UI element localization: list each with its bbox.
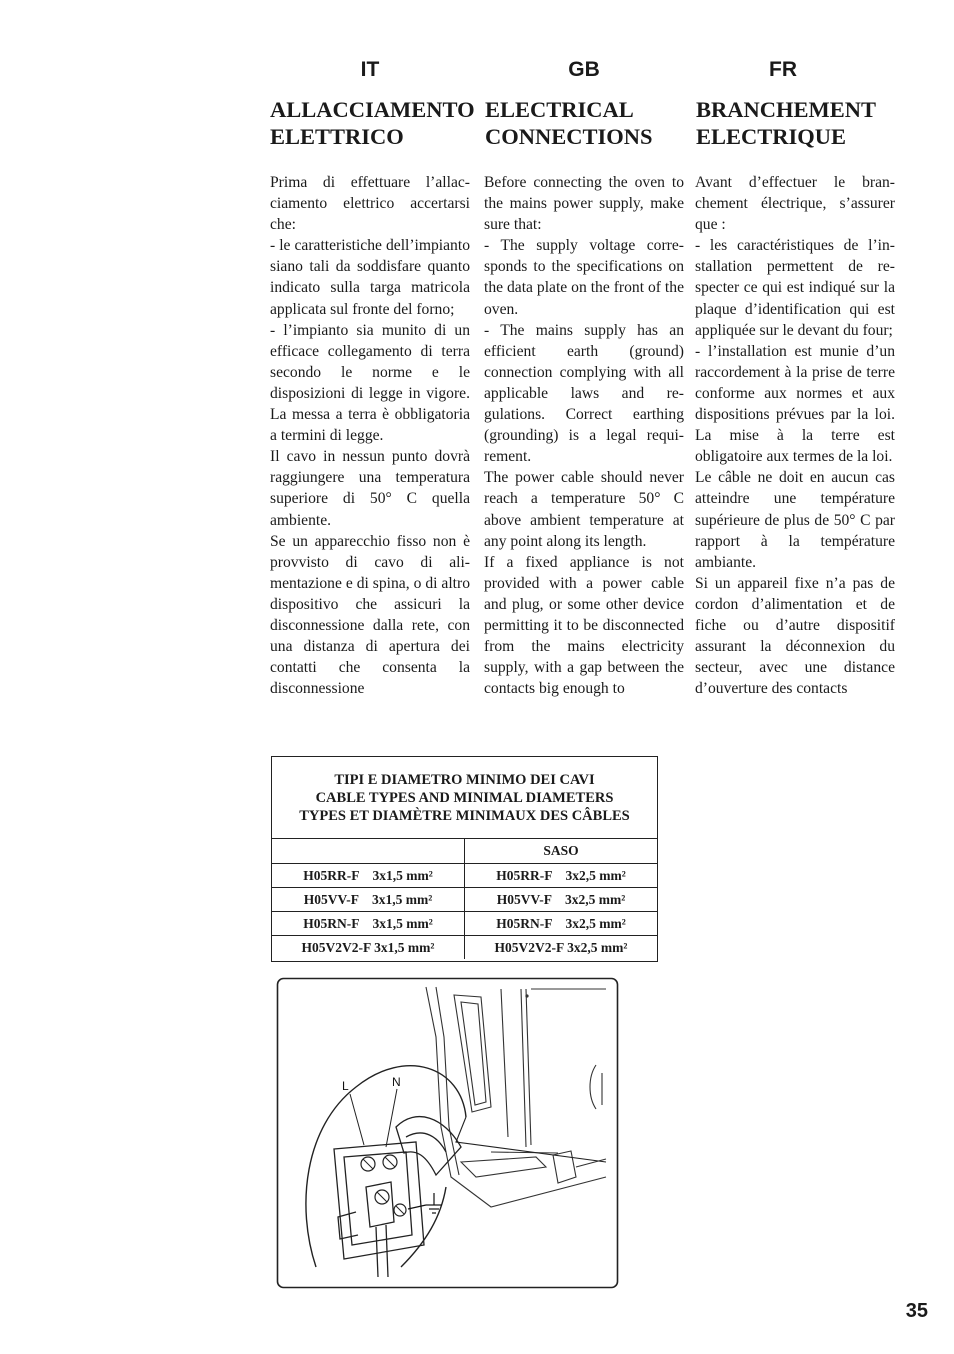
body-column-it (270, 172, 470, 748)
table-cell: H05VV-F 3x2,5 mm² (465, 888, 658, 912)
paragraph: - The supply voltage corresponds to the specifications on the data plate on the front of the oven. (484, 237, 684, 318)
column-header (272, 839, 465, 864)
cable-title-it: TIPI E DIAMETRO MINIMO DEI CAVI (334, 772, 595, 788)
table-row (272, 864, 657, 888)
label-neutral-n: N (392, 1075, 401, 1089)
terminal-block-illustration (276, 977, 619, 1289)
page-number: 35 (905, 1300, 928, 1322)
paragraph: If a fixed appliance is not provided with a power cable and plug, or some other device permitting it to be disconnected from the mains electricity supply, with a gap between the contacts big enough to (484, 553, 684, 698)
table-cell: H05RN-F 3x2,5 mm² (465, 912, 658, 936)
body-column-gb (484, 172, 684, 748)
paragraph: The power cable should never reach a temperature 50° C above ambient temperature at any point along its length. (484, 469, 684, 550)
paragraph: - The mains supply has an efficient earth (ground) connection complying with all applicable laws and regulations. Correct earthing (grounding) is a legal requirement. (484, 321, 684, 466)
paragraph: Avant d’effectuer le branchement électrique, s’assurer que : (695, 174, 895, 234)
paragraph: Il cavo in nessun punto dovrà raggiungere una temperatura superiore di 50° C quella ambiente. (270, 448, 470, 529)
heading-gb (485, 96, 653, 150)
cable-title-gb: CABLE TYPES AND MINIMAL DIAMETERS (315, 790, 614, 806)
paragraph: Se un apparecchio fisso non è provvisto di cavo di alimentazione e di spina, o di altro dispositivo che assicuri la disconnessione dalla rete, con una distanza di apertura dei contatti che consenta la disconnessione (270, 532, 470, 698)
paragraph: Le câble ne doit en aucun cas atteindre une température supérieure de plus de 50° C par rapport à la température ambiante. (695, 469, 895, 571)
heading-it-line2: ELETTRICO (270, 124, 404, 149)
body-column-fr (695, 172, 895, 748)
heading-fr-line1: BRANCHEMENT (696, 97, 877, 122)
table-row (272, 936, 657, 960)
table-cell: H05RR-F 3x1,5 mm² (272, 864, 465, 888)
heading-it (270, 96, 475, 150)
paragraph: - l’installation est munie d’un raccordement à la prise de terre conforme aux normes et aux dispositions prévues par la loi. La mise à la terre est obligatoire aux termes de la loi. (695, 342, 895, 466)
cable-types-table (271, 756, 658, 962)
table-cell: H05VV-F 3x1,5 mm² (272, 888, 465, 912)
paragraph: - les caractéristiques de l’installation permettent de respecter ce qui est indiqué sur la plaque d’identification qui est appliquée sur le devant du four; (695, 237, 895, 339)
heading-it-line1: ALLACCIAMENTO (270, 97, 475, 122)
paragraph: Prima di effettuare l’allacciamento elettrico accertarsi che: (270, 174, 470, 234)
heading-fr-line2: ELECTRIQUE (696, 124, 847, 149)
cable-title-fr: TYPES ET DIAMÈTRE MINIMAUX DES CÂBLES (299, 808, 630, 824)
column-header-saso: SASO (465, 839, 658, 864)
table-row (272, 912, 657, 936)
paragraph: - le caratteristiche dell’impianto siano tali da soddisfare quanto indicato sulla targa matricola applicata sul fronte del forno; (270, 237, 470, 318)
table-cell: H05RN-F 3x1,5 mm² (272, 912, 465, 936)
lang-code-it: IT (360, 58, 380, 81)
heading-fr (696, 96, 876, 150)
lang-code-fr: FR (769, 58, 797, 81)
paragraph: Before connecting the oven to the mains power supply, make sure that: (484, 174, 684, 234)
paragraph: Si un appareil fixe n’a pas de cordon d’alimentation et de fiche ou d’autre dispositif assurant la déconnexion du secteur, avec une distance d’ouverture des contacts (695, 574, 895, 698)
cable-grid (272, 839, 657, 959)
table-cell: H05RR-F 3x2,5 mm² (465, 864, 658, 888)
cable-table-title (272, 757, 657, 839)
heading-gb-line2: CONNECTIONS (485, 124, 653, 149)
paragraph: - l’impianto sia munito di un efficace collegamento di terra secondo le norme e le disposizioni di legge in vigore. La messa a terra è obbligatoria a termini di legge. (270, 321, 470, 445)
label-line-l: L (342, 1079, 349, 1093)
lang-code-gb: GB (568, 58, 600, 81)
table-row (272, 888, 657, 912)
heading-gb-line1: ELECTRICAL (485, 97, 634, 122)
table-cell: H05V2V2-F 3x1,5 mm² (272, 936, 465, 960)
table-header-row (272, 839, 657, 864)
table-cell: H05V2V2-F 3x2,5 mm² (465, 936, 658, 960)
